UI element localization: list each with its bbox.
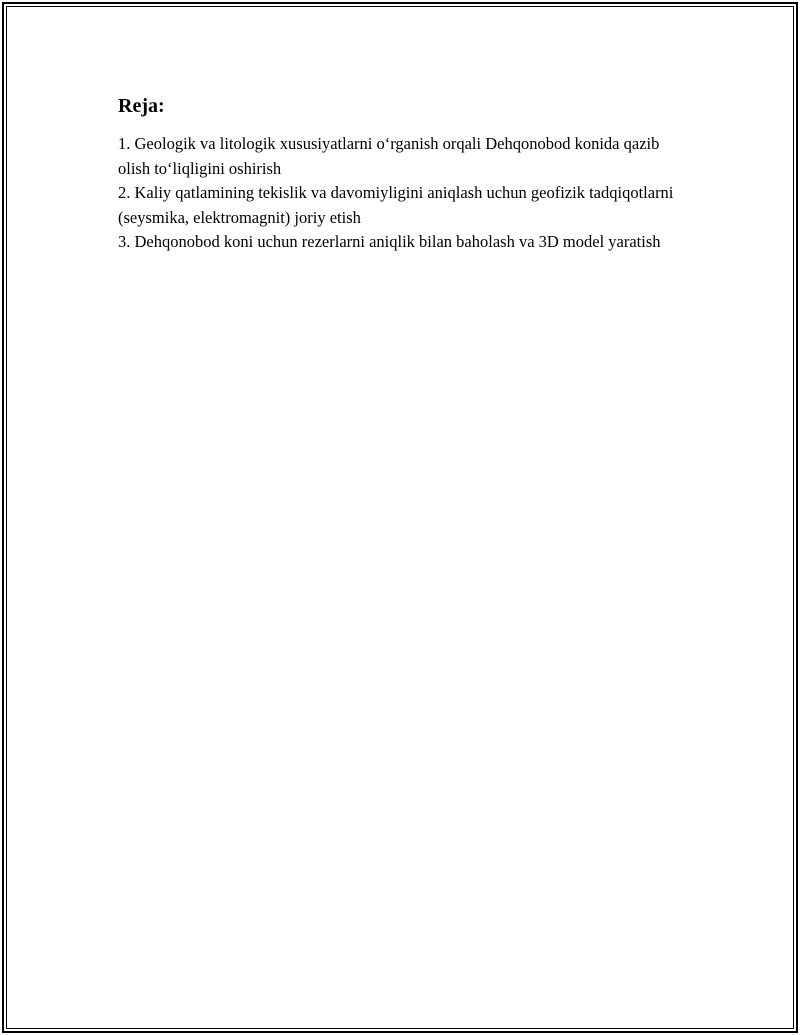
plan-list xyxy=(118,132,688,255)
plan-heading: Reja: xyxy=(118,95,165,117)
plan-item-1: 1. Geologik va litologik xususiyatlarni o‘rganish orqali Dehqonobod konida qazib olish to‘liqligini oshirish xyxy=(118,134,660,178)
plan-item-3: 3. Dehqonobod koni uchun rezerlarni aniqlik bilan baholash va 3D model yaratish xyxy=(118,232,661,251)
plan-item-2: 2. Kaliy qatlamining tekislik va davomiyligini aniqlash uchun geofizik tadqiqotlarni (seysmika, elektromagnit) joriy etish xyxy=(118,183,674,227)
document-content xyxy=(118,92,688,255)
